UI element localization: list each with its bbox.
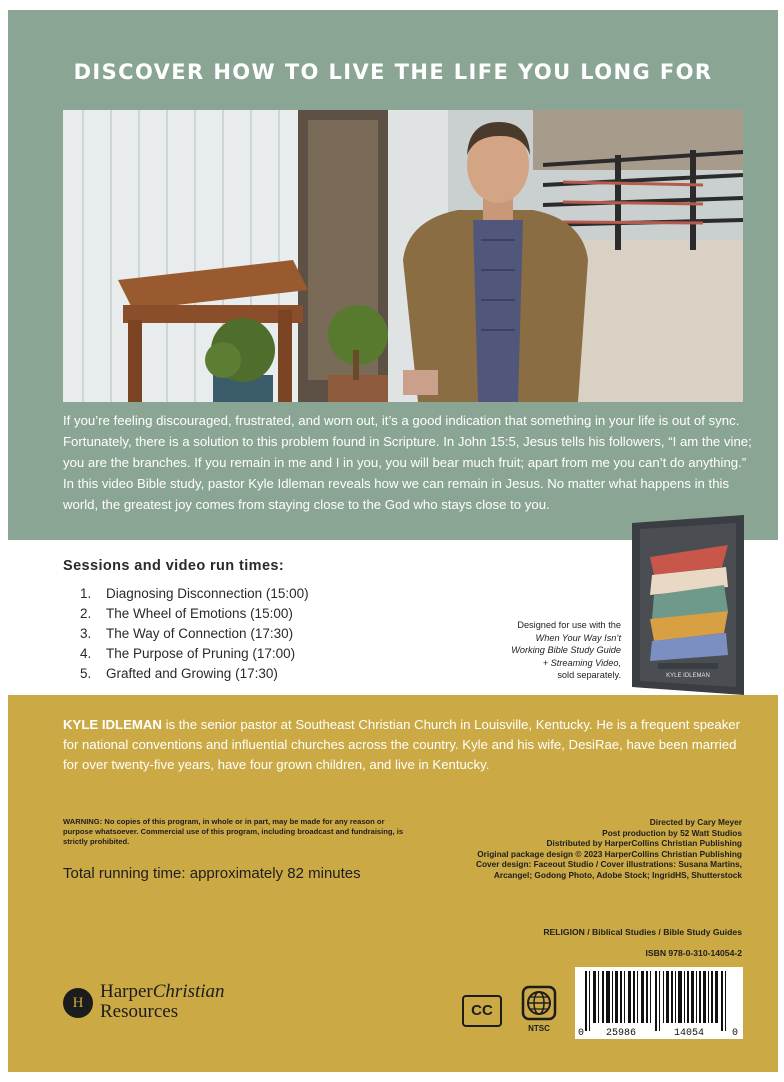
session-item (80, 664, 309, 684)
upc-barcode (575, 967, 743, 1039)
session-label: The Wheel of Emotions (15:00) (106, 606, 293, 621)
intro-paragraph: If you’re feeling discouraged, frustrated, and worn out, it’s a good indication that something in your life is out of sync. Fortunately, there is a solution to this problem found in Scripture. In John 15:5, Jesus tells his followers, “I am the vine; you are the branches. If you remain in me and I in you, you will bear much fruit; apart from me you can’t do anything.” In this video Bible study, pastor Kyle Idleman reveals how we can remain in Jesus. No matter what happens in this world, the greatest joy comes from staying close to the God who stays close to you. (63, 413, 752, 512)
closed-caption-icon: CC (462, 995, 502, 1027)
ntsc-icon (521, 985, 557, 1035)
barcode-group-2: 14054 (673, 1028, 705, 1039)
bottom-panel (8, 695, 778, 1072)
designed-for-note: Designed for use with the When Your Way Isn’t Working Bible Study Guide + Streaming Video, sold separately. (511, 620, 621, 680)
production-credits (428, 817, 742, 881)
author-bio (63, 715, 753, 775)
sessions-list (80, 584, 309, 684)
credit-line: Original package design © 2023 HarperCollins Christian Publishing (477, 848, 742, 859)
barcode-group-1: 25986 (605, 1028, 637, 1039)
publisher-mark-icon: H (63, 988, 93, 1018)
credit-line: Cover design: Faceout Studio / Cover illustrations: Susana Martins, (475, 859, 742, 870)
session-item (80, 604, 309, 624)
session-item (80, 624, 309, 644)
study-guide-book-image (632, 515, 744, 695)
credit-line: Distributed by HarperCollins Christian Publishing (546, 838, 742, 849)
session-number: 4. (80, 646, 92, 661)
category-label: RELIGION / Biblical Studies / Bible Study Guides (543, 927, 742, 937)
session-label: The Way of Connection (17:30) (106, 626, 294, 641)
author-name: KYLE IDLEMAN (63, 717, 162, 732)
author-photo (63, 110, 743, 402)
copyright-warning: WARNING: No copies of this program, in whole or in part, may be made for any reason or purpose whatsoever. Commercial use of this program, including broadcast and fundraising, is strictly prohibited. (63, 817, 404, 846)
session-number: 5. (80, 666, 92, 681)
sessions-title: Sessions and video run times: (63, 558, 285, 574)
author-bio-text: is the senior pastor at Southeast Christian Church in Louisville, Kentucky. He is a frequent speaker for national conventions and influential churches across the country. Kyle and his wife, DesiRae, have been married for over twenty-five years, have four grown children, and live in Kentucky. (63, 717, 741, 772)
top-panel (8, 10, 778, 540)
session-label: Diagnosing Disconnection (15:00) (106, 586, 309, 601)
publisher-name: HarperChristian Resources (100, 981, 225, 1022)
barcode-right-digit: 0 (732, 1028, 739, 1039)
session-number: 2. (80, 606, 92, 621)
session-label: Grafted and Growing (17:30) (106, 666, 278, 681)
headline: DISCOVER HOW TO LIVE THE LIFE YOU LONG FOR (73, 60, 713, 84)
credit-line: Directed by Cary Meyer (649, 817, 742, 827)
session-label: The Purpose of Pruning (17:00) (106, 646, 296, 661)
isbn-label: ISBN 978-0-310-14054-2 (645, 948, 742, 958)
session-number: 1. (80, 586, 92, 601)
book-author-label: KYLE IDLEMAN (666, 673, 710, 679)
credit-line: Post production by 52 Watt Studios (602, 827, 742, 838)
session-item (80, 644, 309, 664)
ntsc-label: NTSC (528, 1024, 550, 1033)
session-item (80, 584, 309, 604)
dvd-back-cover (8, 10, 778, 1072)
total-running-time: Total running time: approximately 82 minutes (63, 865, 361, 882)
barcode-left-digit: 0 (578, 1028, 585, 1039)
session-number: 3. (80, 626, 92, 641)
credit-line: Arcangel; Godong Photo, Adobe Stock; IngridHS, Shutterstock (493, 869, 742, 880)
